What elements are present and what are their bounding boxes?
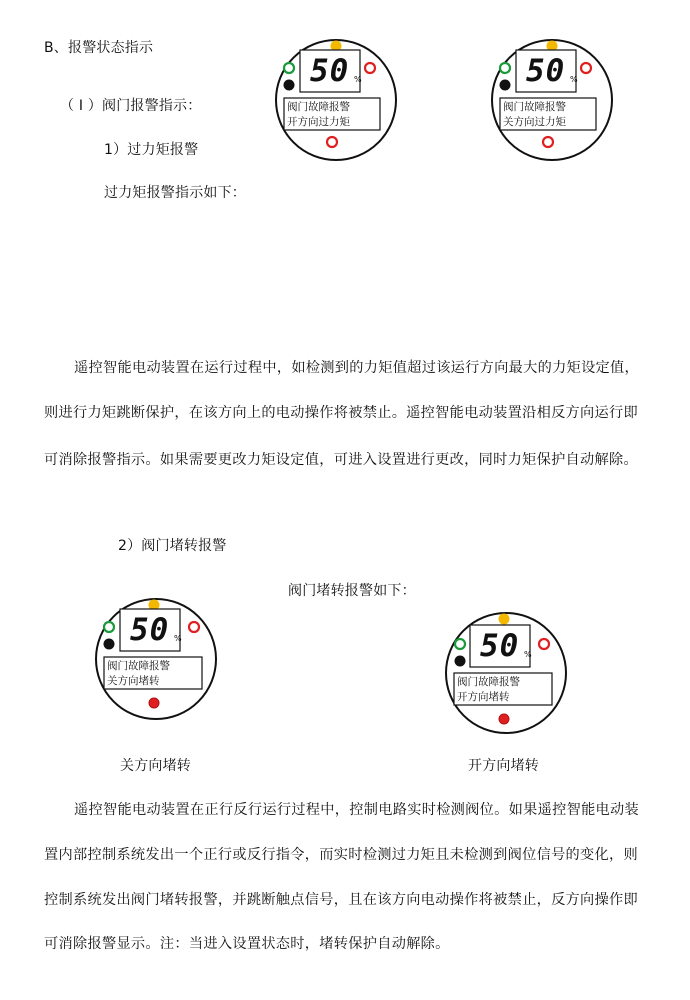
percent-unit: % [354,75,362,84]
panel-line2: 开方向过力矩 [287,116,350,128]
caption-open-stall: 开方向堵转 [468,758,539,774]
item2-intro: 阀门堵转报警如下： [288,583,416,599]
red-led-icon [539,639,549,649]
indicator-panel-close-stall [94,597,218,721]
panel-line1: 阀门故障报警 [457,676,520,688]
position-display: 50 [310,53,350,89]
percent-unit: % [570,75,578,84]
panel-line2: 关方向堵转 [107,675,160,687]
red-led-icon [189,622,199,632]
indicator-panel-open-overtorque [274,38,398,162]
panel-line2: 关方向过力矩 [503,116,566,128]
green-led-icon [500,63,510,73]
panel-line1: 阀门故障报警 [107,660,170,672]
paragraph-line: 遥控智能电动装置在运行过程中，如检测到的力矩值超过该运行方向最大的力矩设定值， [74,360,640,376]
position-display: 50 [526,53,566,89]
section-title: B、报警状态指示 [44,40,154,56]
black-led-icon [284,80,295,91]
panel-line1: 阀门故障报警 [503,101,566,113]
red-indicator-icon [499,714,509,724]
paragraph-line: 可消除报警指示。如果需要更改力矩设定值，可进入设置进行更改，同时力矩保护自动解除。 [44,452,638,468]
percent-unit: % [524,650,532,659]
paragraph-line: 控制系统发出阀门堵转报警，并跳断触点信号，且在该方向电动操作将被禁止，反方向操作即 [44,892,638,908]
black-led-icon [104,639,115,650]
position-display: 50 [480,628,520,664]
red-indicator-icon [327,137,337,147]
red-led-icon [581,63,591,73]
item2-title: 2）阀门堵转报警 [118,538,227,554]
red-led-icon [365,63,375,73]
indicator-panel-open-stall [444,611,568,735]
panel-line2: 开方向堵转 [457,691,510,703]
green-led-icon [284,63,294,73]
subsection-title: （ I ）阀门报警指示： [60,98,202,114]
green-led-icon [104,622,114,632]
percent-unit: % [174,634,182,643]
panel-line1: 阀门故障报警 [287,101,350,113]
black-led-icon [500,80,511,91]
item1-title: 1）过力矩报警 [104,142,199,158]
red-indicator-icon [149,698,159,708]
paragraph-line: 置内部控制系统发出一个正行或反行指令，而实时检测过力矩且未检测到阀位信号的变化，则 [44,847,638,863]
paragraph-line: 则进行力矩跳断保护，在该方向上的电动操作将被禁止。遥控智能电动装置沿相反方向运行即 [44,405,638,421]
yellow-led-icon [499,614,510,625]
item1-intro: 过力矩报警指示如下： [104,185,246,201]
paragraph-line: 可消除报警显示。注：当进入设置状态时，堵转保护自动解除。 [44,936,450,952]
position-display: 50 [130,612,170,648]
black-led-icon [455,656,466,667]
caption-close-stall: 关方向堵转 [120,758,191,774]
red-indicator-icon [543,137,553,147]
indicator-panel-close-overtorque [490,38,614,162]
paragraph-line: 遥控智能电动装置在正行反行运行过程中，控制电路实时检测阀位。如果遥控智能电动装 [74,802,640,818]
green-led-icon [455,639,465,649]
